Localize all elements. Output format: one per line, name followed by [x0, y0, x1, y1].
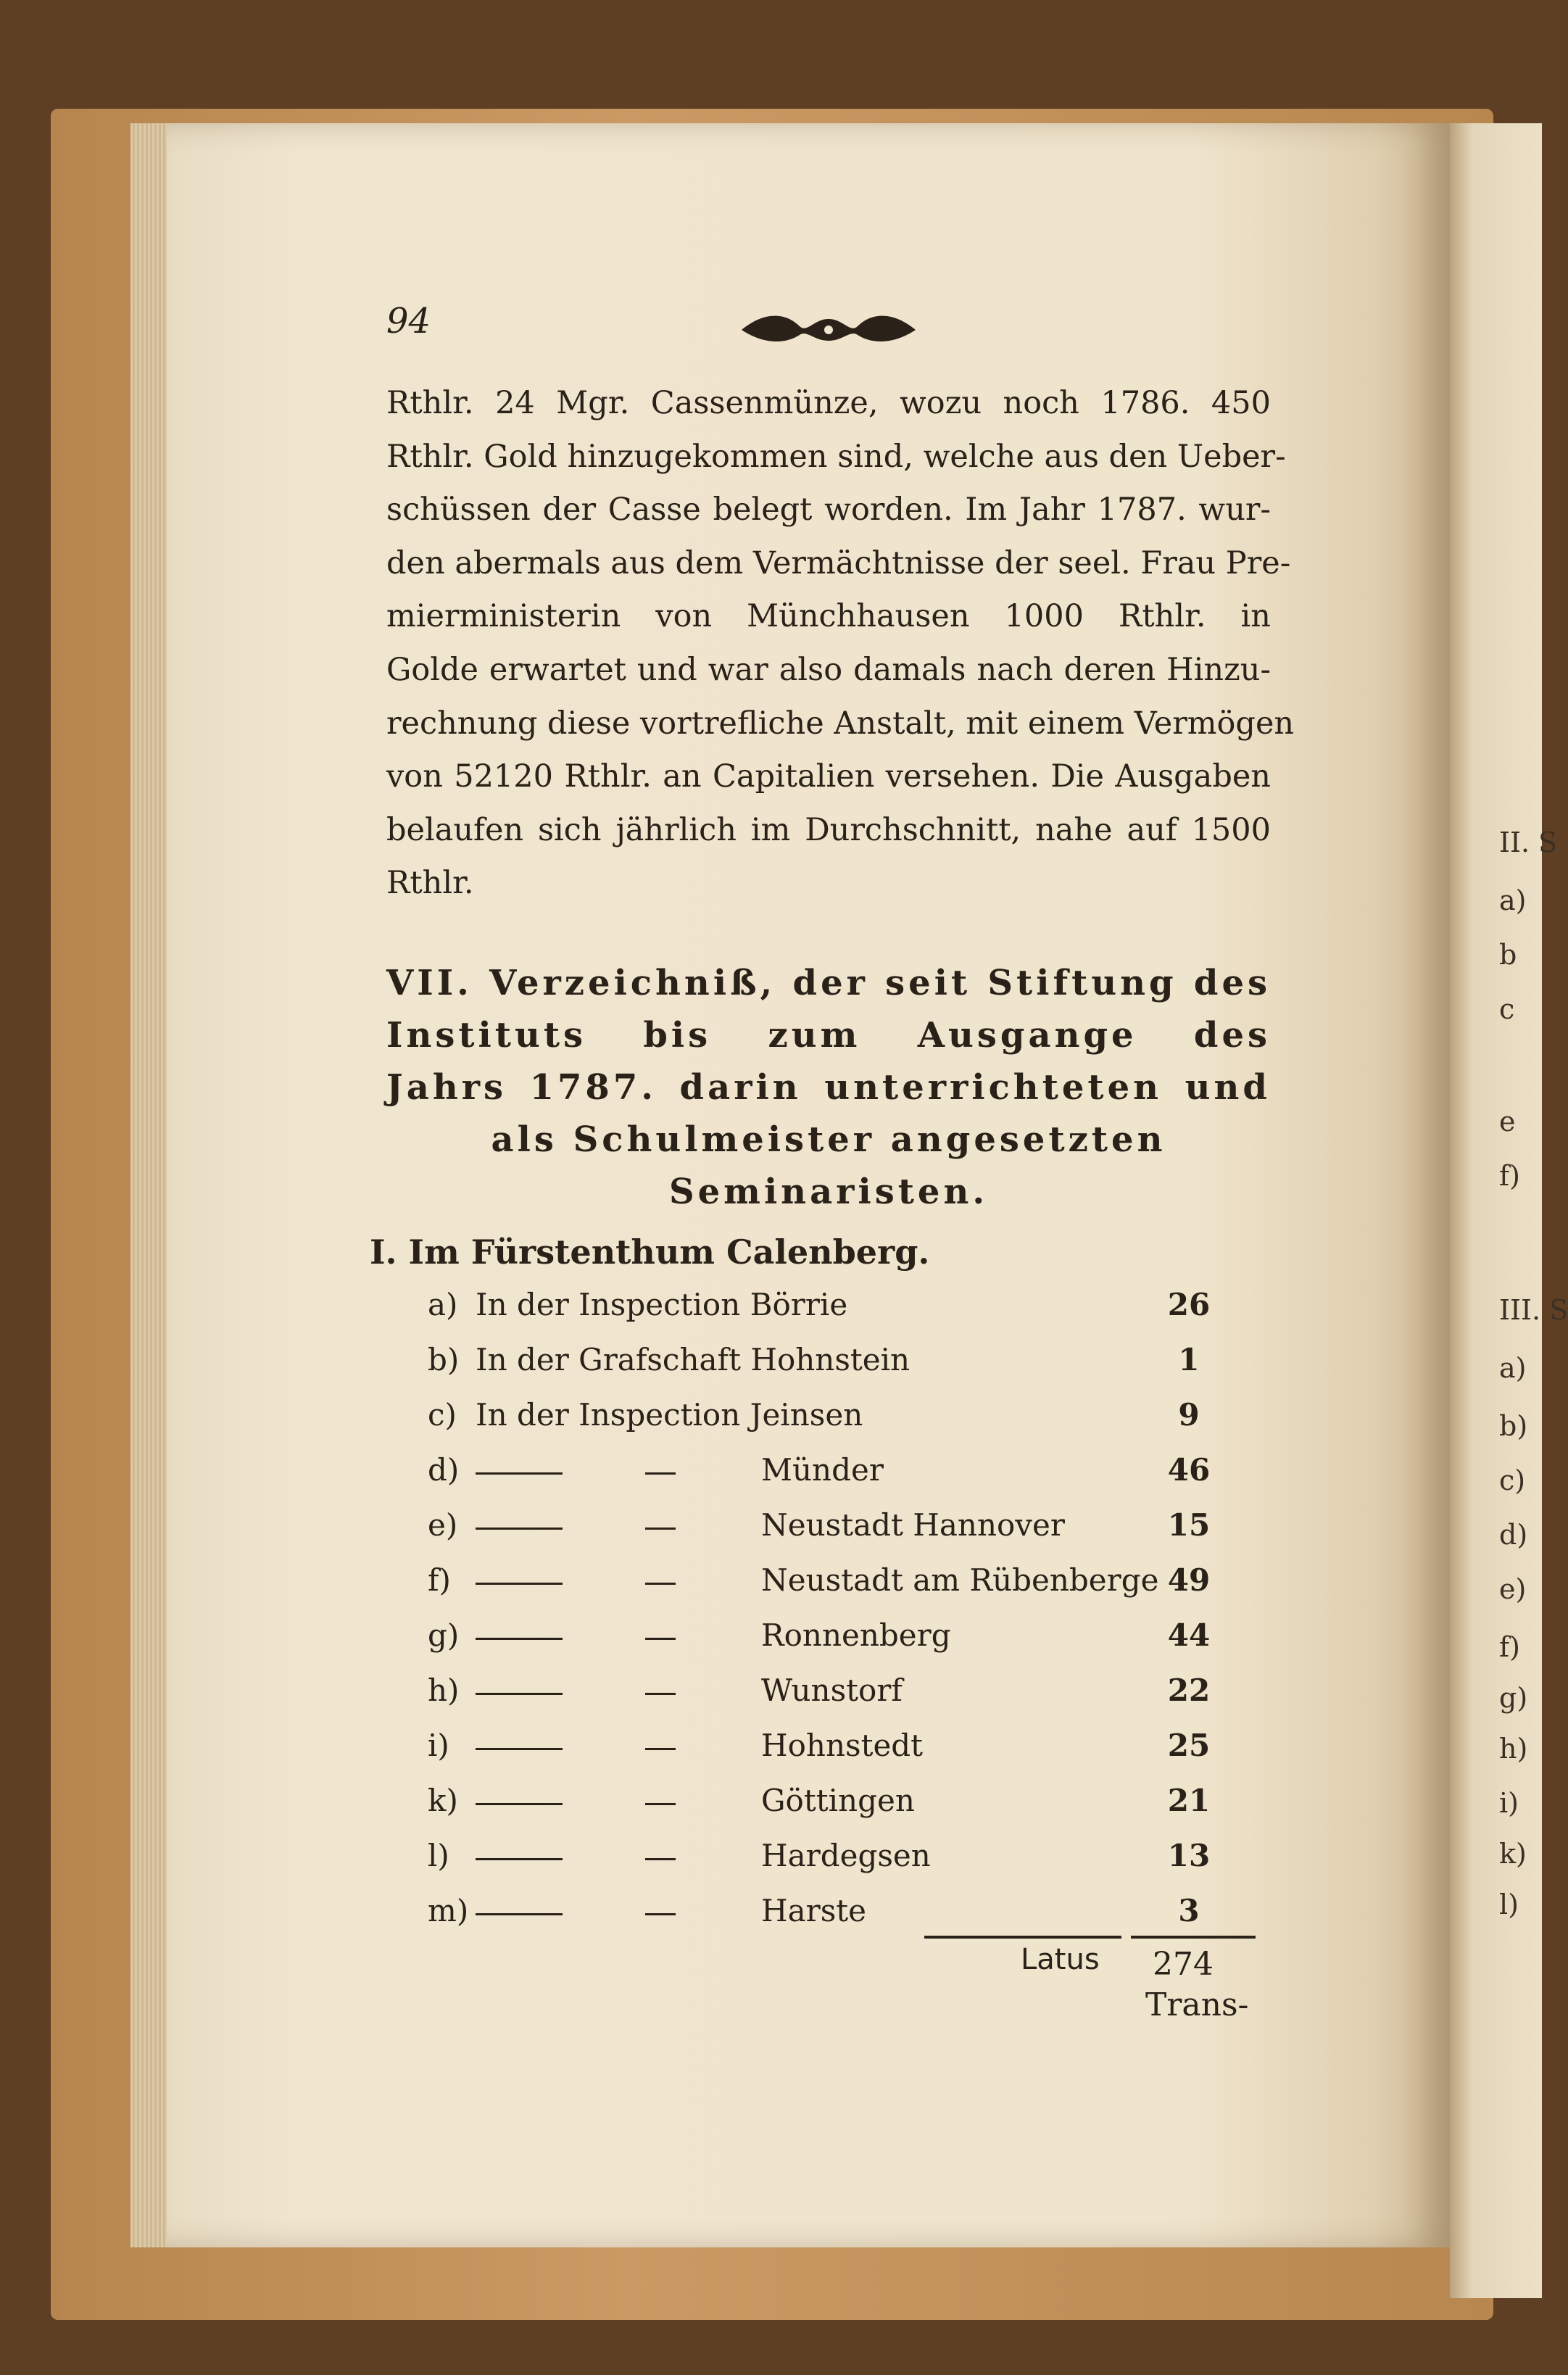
- page-header: [386, 301, 1256, 359]
- list-item: [428, 1342, 1225, 1397]
- list-item: [428, 1783, 1225, 1838]
- list-item: [428, 1452, 1225, 1507]
- entry-text: Neustadt Hannover: [761, 1507, 1065, 1543]
- ditto-dash: [645, 1583, 676, 1585]
- entry-count: 26: [1167, 1287, 1211, 1322]
- ditto-dash: [476, 1803, 563, 1805]
- ornament-icon: [734, 304, 923, 355]
- entry-label: f): [428, 1562, 451, 1598]
- text-line: Rthlr. 24 Mgr. Cassenmünze, wozu noch 1786. 450: [386, 385, 1271, 421]
- next-page-fragment: c: [1499, 993, 1515, 1025]
- list-item: [428, 1562, 1225, 1617]
- subsection-title: I. Im Fürstenthum Calenberg.: [370, 1232, 930, 1272]
- ditto-dash: [476, 1638, 563, 1640]
- entry-text: In der Inspection Börrie: [476, 1287, 848, 1322]
- ditto-dash: [476, 1693, 563, 1695]
- next-page-fragment: a): [1499, 884, 1527, 916]
- ditto-dash: [476, 1472, 563, 1475]
- list-item: [428, 1838, 1225, 1893]
- entry-text: In der Inspection Jeinsen: [476, 1397, 863, 1433]
- entry-count: 15: [1167, 1507, 1211, 1543]
- ditto-dash: [645, 1803, 676, 1805]
- entry-text: Wunstorf: [761, 1673, 903, 1708]
- entry-count: 25: [1167, 1728, 1211, 1763]
- entry-label: b): [428, 1342, 460, 1377]
- text-line: den abermals aus dem Vermächtnisse der seel. Frau Pre-: [386, 544, 1291, 581]
- sum-rule-right: [1131, 1936, 1256, 1939]
- entry-count: 44: [1167, 1617, 1211, 1653]
- next-page-fragment: l): [1499, 1889, 1519, 1920]
- ditto-dash: [476, 1583, 563, 1585]
- catchword: Trans-: [1145, 1986, 1249, 2023]
- entry-count: 9: [1178, 1397, 1200, 1433]
- entry-count: 46: [1167, 1452, 1211, 1488]
- entry-label: c): [428, 1397, 457, 1433]
- entry-text: Ronnenberg: [761, 1617, 951, 1653]
- heading-line: Jahrs 1787. darin unterrichteten und: [386, 1067, 1271, 1108]
- list-item: [428, 1673, 1225, 1728]
- sum-rule-left: [924, 1936, 1121, 1939]
- entry-count: 13: [1167, 1838, 1211, 1873]
- entry-label: m): [428, 1893, 469, 1928]
- next-page-fragment: f): [1499, 1631, 1520, 1663]
- entry-label: h): [428, 1673, 460, 1708]
- next-page-fragment: i): [1499, 1787, 1519, 1819]
- ditto-dash: [476, 1748, 563, 1750]
- next-page-fragment: c): [1499, 1464, 1526, 1496]
- text-line: Rthlr. Gold hinzugekommen sind, welche aus den Ueber-: [386, 438, 1286, 475]
- ditto-dash: [645, 1748, 676, 1750]
- next-page-fragment: II. S: [1499, 826, 1558, 858]
- next-page-fragment: k): [1499, 1838, 1527, 1870]
- text-line: Golde erwartet und war also damals nach deren Hinzu-: [386, 651, 1271, 688]
- ditto-dash: [476, 1913, 563, 1915]
- ditto-dash: [645, 1913, 676, 1915]
- entry-text: In der Grafschaft Hohnstein: [476, 1342, 910, 1377]
- heading-line: VII. Verzeichniß, der seit Stiftung des: [386, 963, 1271, 1003]
- entry-label: a): [428, 1287, 458, 1322]
- next-page-fragment: b: [1499, 939, 1517, 971]
- entry-count: 22: [1167, 1673, 1211, 1708]
- list-item: [428, 1617, 1225, 1673]
- entry-count: 49: [1167, 1562, 1211, 1598]
- page-number: 94: [386, 301, 431, 341]
- next-page-fragment: b): [1499, 1410, 1528, 1442]
- entry-label: d): [428, 1452, 460, 1488]
- ditto-dash: [645, 1638, 676, 1640]
- entry-text: Harste: [761, 1893, 867, 1928]
- section-heading: [386, 957, 1271, 1218]
- entry-text: Hohnstedt: [761, 1728, 924, 1763]
- ditto-dash: [645, 1858, 676, 1860]
- text-line: rechnung diese vortrefliche Anstalt, mit einem Vermögen: [386, 705, 1295, 742]
- entry-text: Neustadt am Rübenberge: [761, 1562, 1159, 1598]
- entry-text: Göttingen: [761, 1783, 915, 1818]
- next-page-fragment: e): [1499, 1573, 1527, 1605]
- next-page-fragment: d): [1499, 1519, 1528, 1551]
- entry-count: 3: [1178, 1893, 1200, 1928]
- list-item: [428, 1507, 1225, 1562]
- next-page-fragment: g): [1499, 1682, 1528, 1714]
- entry-count: 1: [1178, 1342, 1200, 1377]
- paragraph: [386, 377, 1295, 911]
- next-page-fragment: a): [1499, 1352, 1527, 1384]
- ditto-dash: [476, 1528, 563, 1530]
- list-item: [428, 1287, 1225, 1342]
- latus-label: Latus: [1021, 1943, 1100, 1976]
- entry-label: l): [428, 1838, 449, 1873]
- ditto-dash: [645, 1528, 676, 1530]
- next-page-fragment: h): [1499, 1733, 1528, 1765]
- ditto-dash: [476, 1858, 563, 1860]
- heading-line: Instituts bis zum Ausgange des: [386, 1015, 1271, 1056]
- next-page-fragment: e: [1499, 1106, 1516, 1137]
- entry-text: Münder: [761, 1452, 884, 1488]
- ditto-dash: [645, 1472, 676, 1475]
- text-line: von 52120 Rthlr. an Capitalien versehen. Die Ausgaben: [386, 758, 1271, 795]
- ditto-dash: [645, 1693, 676, 1695]
- entry-label: i): [428, 1728, 449, 1763]
- next-page-sliver: [1450, 123, 1542, 2298]
- heading-line: als Schulmeister angesetzten: [491, 1119, 1166, 1160]
- text-line: mierministerin von Münchhausen 1000 Rthlr. in: [386, 598, 1271, 635]
- text-line: belaufen sich jährlich im Durchschnitt, nahe auf 1500: [386, 811, 1271, 848]
- latus-value: 274: [1153, 1946, 1214, 1983]
- list-item: [428, 1728, 1225, 1783]
- entry-label: g): [428, 1617, 460, 1653]
- list-item: [428, 1893, 1225, 1948]
- entry-count: 21: [1167, 1783, 1211, 1818]
- list-item: [428, 1397, 1225, 1452]
- next-page-fragment: f): [1499, 1160, 1520, 1192]
- text-line: Rthlr.: [386, 865, 474, 902]
- entry-label: e): [428, 1507, 458, 1543]
- entry-text: Hardegsen: [761, 1838, 931, 1873]
- heading-line: Seminaristen.: [668, 1172, 989, 1212]
- text-line: schüssen der Casse belegt worden. Im Jahr 1787. wur-: [386, 492, 1271, 529]
- entry-label: k): [428, 1783, 458, 1818]
- next-page-fragment: III. S: [1499, 1294, 1568, 1326]
